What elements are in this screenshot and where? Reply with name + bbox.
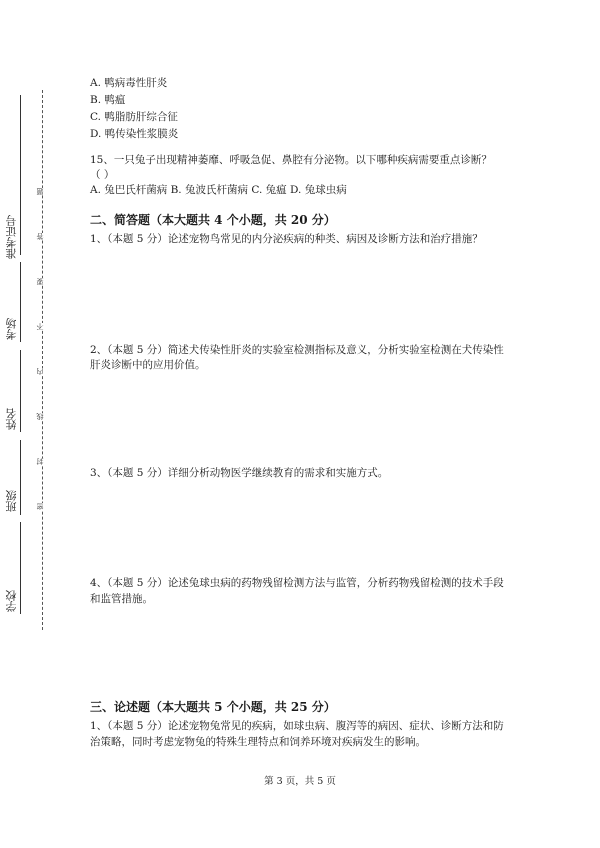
class-underline <box>20 440 21 515</box>
seal-char-ti: 题 <box>36 188 44 195</box>
section2-q2-line2: 肝炎诊断中的应用价值。 <box>90 359 206 371</box>
section2-q3: 3、（本题 5 分）详细分析动物医学继续教育的需求和实施方式。 <box>90 467 389 479</box>
section3-q1-line2: 治策略，同时考虑宠物兔的特殊生理特点和饲养环境对疾病发生的影响。 <box>90 736 426 748</box>
seal-char-xian: 线 <box>36 413 44 420</box>
section2-q4-line2: 和监管措施。 <box>90 593 153 605</box>
label-class: 班级 <box>5 490 18 512</box>
seal-char-nei: 内 <box>36 368 44 375</box>
section2-q4-line1: 4、（本题 5 分）论述兔球虫病的药物残留检测方法与监管，分析药物残留检测的技术手段 <box>90 577 504 589</box>
option-b: B. 鸭瘟 <box>90 94 126 106</box>
option-a: A. 鸭病毒性肝炎 <box>90 77 168 89</box>
q15-options: A. 兔巴氏杆菌病 B. 兔波氏杆菌病 C. 兔瘟 D. 兔球虫病 <box>90 184 347 196</box>
school-underline <box>20 522 21 614</box>
page-number: 第 3 页，共 5 页 <box>264 776 336 787</box>
section3-q1-line1: 1、（本题 5 分）论述宠物兔常见的疾病，如球虫病、腹泻等的病因、症状、诊断方法和防 <box>90 720 504 732</box>
q15-blank: （ ） <box>90 169 115 181</box>
section2-title: 二、简答题（本大题共 4 个小题，共 20 分） <box>90 213 336 227</box>
seal-char-bu: 不 <box>36 323 44 330</box>
binding-margin <box>0 0 70 848</box>
seal-dashed-line <box>42 90 43 630</box>
exam-room-underline <box>20 262 21 342</box>
label-name: 姓名 <box>5 408 18 430</box>
exam-id-underline <box>20 95 21 255</box>
label-exam-room: 考场 <box>5 318 18 340</box>
seal-char-mi: 密 <box>36 503 44 510</box>
seal-char-da: 答 <box>36 233 44 240</box>
section2-q1: 1、（本题 5 分）论述宠物鸟常见的内分泌疾病的种类、病因及诊断方法和治疗措施？ <box>90 233 483 245</box>
q15-stem: 15、一只兔子出现精神萎靡、呼吸急促、鼻腔有分泌物。以下哪种疾病需要重点诊断？ <box>90 154 492 166</box>
name-underline <box>20 350 21 432</box>
option-c: C. 鸭脂肪肝综合征 <box>90 111 178 123</box>
option-d: D. 鸭传染性浆膜炎 <box>90 128 179 140</box>
section3-title: 三、论述题（本大题共 5 个小题，共 25 分） <box>90 700 336 714</box>
seal-char-feng: 封 <box>36 458 44 465</box>
label-exam-id: 准考证号 <box>5 215 18 259</box>
seal-char-yao: 要 <box>36 278 44 285</box>
label-school: 学校 <box>5 590 18 612</box>
section2-q2-line1: 2、（本题 5 分）简述犬传染性肝炎的实验室检测指标及意义，分析实验室检测在犬传染性 <box>90 344 504 356</box>
